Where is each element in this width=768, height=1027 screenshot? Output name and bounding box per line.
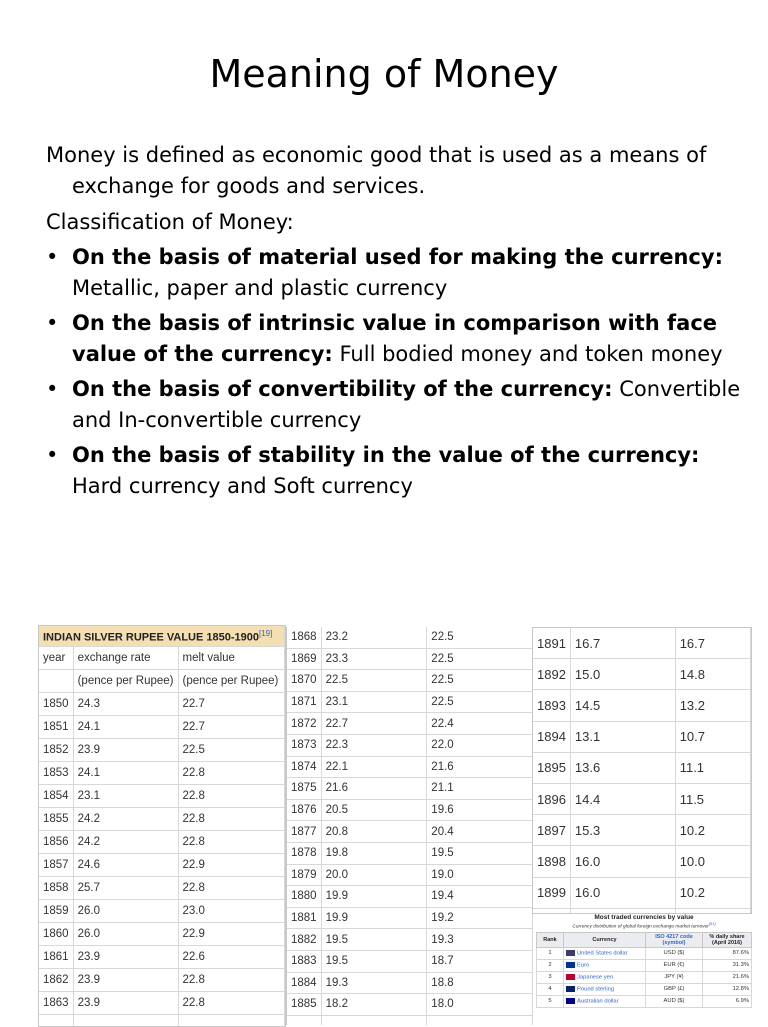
table-cell: 1857 — [39, 854, 73, 877]
column-header: Currency — [564, 932, 646, 947]
table-cell: 23.9 — [73, 739, 178, 762]
table-row — [533, 628, 751, 659]
table-row — [39, 946, 284, 969]
table-row — [287, 994, 533, 1016]
table-cell: 19.0 — [427, 864, 533, 886]
table-cell: 22.8 — [178, 969, 284, 992]
table-cell: 1852 — [39, 739, 73, 762]
table-row — [287, 734, 533, 756]
table-cell: 1862 — [39, 969, 73, 992]
table-cell: 15.0 — [570, 659, 675, 690]
table-cell: 19.2 — [427, 907, 533, 929]
bullet-text: Convertible and In-convertible currency — [72, 377, 740, 432]
table-row — [39, 923, 284, 946]
currency-cell — [564, 959, 646, 971]
table-title-ref[interactable]: [19] — [259, 629, 272, 638]
rank-cell: 4 — [537, 983, 564, 995]
table-row — [39, 854, 284, 877]
table-cell: 23.9 — [73, 992, 178, 1015]
currency-link[interactable]: Euro — [577, 962, 589, 968]
table-row — [39, 831, 284, 854]
column-header: year — [39, 647, 73, 670]
table-cell: 26.0 — [73, 900, 178, 923]
table-row — [287, 886, 533, 908]
rupee-table-part-2-body — [287, 627, 533, 1025]
table-row — [533, 721, 751, 752]
table-cell: 19.5 — [321, 950, 427, 972]
currency-table-subtitle — [536, 921, 752, 930]
currency-cell — [564, 947, 646, 959]
table-cell: 1897 — [533, 815, 570, 846]
table-row — [39, 785, 284, 808]
table-cell: 19.3 — [321, 972, 427, 994]
table-cell: 10.2 — [675, 815, 750, 846]
table-cell: 22.5 — [427, 627, 533, 648]
table-cell: 10.2 — [675, 877, 750, 908]
table-row — [39, 716, 284, 739]
bullet-icon: • — [46, 440, 58, 471]
table-cell: 23.3 — [321, 648, 427, 670]
table-cell: 1850 — [39, 693, 73, 716]
table-cell: 1880 — [287, 886, 321, 908]
slide-title: Meaning of Money — [0, 52, 768, 96]
table-cell: 18.7 — [427, 950, 533, 972]
rank-cell: 5 — [537, 995, 564, 1007]
currency-link[interactable]: Japanese yen — [577, 974, 613, 980]
table-cell: 16.0 — [570, 877, 675, 908]
table-cell: 19.9 — [321, 886, 427, 908]
table-cell — [178, 1015, 284, 1027]
table-cell: 1876 — [287, 799, 321, 821]
table-cell: 10.0 — [675, 846, 750, 877]
table-cell: 20.4 — [427, 821, 533, 843]
bullet-text: Metallic, paper and plastic currency — [72, 276, 447, 300]
table-cell: 13.2 — [675, 690, 750, 721]
table-row — [39, 992, 284, 1015]
slide-body — [46, 140, 746, 506]
table-cell: 22.8 — [178, 992, 284, 1015]
table-cell: 1851 — [39, 716, 73, 739]
table-cell: 22.5 — [427, 691, 533, 713]
rupee-table-part-3 — [532, 627, 752, 914]
table-cell: 22.8 — [178, 831, 284, 854]
currency-row — [537, 971, 752, 983]
rupee-table-part-3-body — [533, 628, 751, 914]
rank-cell: 2 — [537, 959, 564, 971]
currency-row — [537, 959, 752, 971]
share-cell: 21.6% — [703, 971, 752, 983]
table-header-row — [39, 647, 284, 670]
table-cell: 1882 — [287, 929, 321, 951]
table-row — [39, 877, 284, 900]
rupee-table-part-1-body — [39, 626, 284, 1027]
table-cell: 22.3 — [321, 734, 427, 756]
bullet-bold: On the basis of material used for making the currency: — [72, 245, 723, 269]
table-cell: 1870 — [287, 670, 321, 692]
currency-link[interactable]: Pound sterling — [577, 986, 614, 992]
table-cell: 1895 — [533, 752, 570, 783]
currency-table-subtitle-text: Currency distribution of global foreign exchange market turnover — [572, 925, 709, 930]
table-cell: 1885 — [287, 994, 321, 1016]
table-cell: 11.1 — [675, 752, 750, 783]
iso-link[interactable]: ISO 4217 code (symbol) — [655, 934, 693, 946]
table-row — [39, 693, 284, 716]
table-row — [39, 808, 284, 831]
table-cell: 1883 — [287, 950, 321, 972]
table-cell: 13.6 — [570, 752, 675, 783]
table-row — [39, 900, 284, 923]
table-title-text: INDIAN SILVER RUPEE VALUE 1850-1900 — [43, 631, 259, 643]
flag-icon — [566, 998, 575, 1004]
table-cell: 22.9 — [178, 854, 284, 877]
currency-table-title: Most traded currencies by value — [536, 914, 752, 921]
table-row — [287, 670, 533, 692]
bullet-icon: • — [46, 374, 58, 405]
table-cell: 1856 — [39, 831, 73, 854]
code-cell: USD ($) — [646, 947, 703, 959]
share-cell: 31.3% — [703, 959, 752, 971]
table-cell: 23.9 — [73, 946, 178, 969]
currency-cell — [564, 983, 646, 995]
table-cell: 24.2 — [73, 808, 178, 831]
table-row — [287, 929, 533, 951]
table-row — [287, 864, 533, 886]
table-row — [533, 783, 751, 814]
table-cell: 22.8 — [178, 785, 284, 808]
table-cell: 1853 — [39, 762, 73, 785]
table-cell: 1869 — [287, 648, 321, 670]
table-cell: 22.4 — [427, 713, 533, 735]
currency-link[interactable]: Australian dollar — [577, 998, 619, 1004]
table-cell: 23.1 — [73, 785, 178, 808]
currency-table-ref[interactable]: [51] — [709, 921, 716, 926]
table-cell: 1855 — [39, 808, 73, 831]
table-cell — [73, 1015, 178, 1027]
table-cell: 1871 — [287, 691, 321, 713]
table-row — [533, 877, 751, 908]
table-cell: 1884 — [287, 972, 321, 994]
bullet-icon: • — [46, 242, 58, 273]
currency-cell — [564, 995, 646, 1007]
table-cell: 1863 — [39, 992, 73, 1015]
currency-table — [536, 914, 752, 1024]
rank-cell: 1 — [537, 947, 564, 959]
column-subheader — [39, 670, 73, 693]
table-cell: 1893 — [533, 690, 570, 721]
table-cell: 20.0 — [321, 864, 427, 886]
column-header — [646, 932, 703, 947]
table-cell: 16.0 — [570, 846, 675, 877]
table-cell: 1872 — [287, 713, 321, 735]
bullet-item — [46, 308, 746, 370]
table-cell: 1879 — [287, 864, 321, 886]
table-cell: 13.1 — [570, 721, 675, 752]
table-cell: 23.1 — [321, 691, 427, 713]
table-row — [39, 739, 284, 762]
share-cell: 6.9% — [703, 995, 752, 1007]
table-cell: 14.4 — [570, 783, 675, 814]
table-cell: 22.8 — [178, 808, 284, 831]
intro-paragraph: Money is defined as economic good that is used as a means of exchange for goods and services. — [46, 140, 746, 202]
table-row — [533, 846, 751, 877]
table-row — [287, 907, 533, 929]
table-cell: 22.7 — [178, 716, 284, 739]
bullet-item — [46, 440, 746, 502]
flag-icon — [566, 950, 575, 956]
table-cell: 1894 — [533, 721, 570, 752]
table-cell: 19.3 — [427, 929, 533, 951]
bullet-icon: • — [46, 308, 58, 339]
table-cell: 1861 — [39, 946, 73, 969]
table-cell — [39, 1015, 73, 1027]
table-cell: 19.6 — [427, 799, 533, 821]
currency-row — [537, 983, 752, 995]
table-row — [39, 969, 284, 992]
table-cell: 1892 — [533, 659, 570, 690]
table-cell: 1877 — [287, 821, 321, 843]
table-cell: 1899 — [533, 877, 570, 908]
table-cell: 22.8 — [178, 762, 284, 785]
table-cell: 21.6 — [321, 778, 427, 800]
code-cell: EUR (€) — [646, 959, 703, 971]
table-cell: 19.9 — [321, 907, 427, 929]
table-row — [287, 756, 533, 778]
table-cell: 1896 — [533, 783, 570, 814]
table-cell: 15.3 — [570, 815, 675, 846]
classification-heading: Classification of Money: — [46, 207, 746, 238]
bullet-text: Full bodied money and token money — [333, 342, 723, 366]
table-row — [533, 659, 751, 690]
table-cell: 1881 — [287, 907, 321, 929]
table-cell: 24.2 — [73, 831, 178, 854]
table-cell: 1858 — [39, 877, 73, 900]
code-cell: JPY (¥) — [646, 971, 703, 983]
table-cell: 22.7 — [321, 713, 427, 735]
table-row — [287, 648, 533, 670]
table-row — [39, 1015, 284, 1027]
table-cell: 22.6 — [178, 946, 284, 969]
rupee-table-part-1 — [38, 625, 286, 1027]
table-row — [533, 752, 751, 783]
currency-link[interactable]: United States dollar — [577, 950, 628, 956]
currency-table-header-row — [537, 932, 752, 947]
table-cell: 22.1 — [321, 756, 427, 778]
table-row — [287, 713, 533, 735]
table-cell: 20.5 — [321, 799, 427, 821]
table-cell: 21.6 — [427, 756, 533, 778]
table-title — [39, 626, 284, 647]
bullet-text: Hard currency and Soft currency — [72, 474, 413, 498]
table-cell: 19.8 — [321, 842, 427, 864]
table-cell: 1898 — [533, 846, 570, 877]
table-cell: 1868 — [287, 627, 321, 648]
column-header: Rank — [537, 932, 564, 947]
table-cell: 1873 — [287, 734, 321, 756]
table-cell: 1878 — [287, 842, 321, 864]
currency-row — [537, 995, 752, 1007]
table-cell: 1891 — [533, 628, 570, 659]
table-cell: 24.1 — [73, 762, 178, 785]
bullet-bold: On the basis of intrinsic value in comparison with face value of the currency: — [72, 311, 717, 366]
table-subheader-row — [39, 670, 284, 693]
table-cell: 22.5 — [178, 739, 284, 762]
table-cell: 22.5 — [427, 670, 533, 692]
classification-list — [46, 242, 746, 502]
table-cell: 23.0 — [178, 900, 284, 923]
currency-cell — [564, 971, 646, 983]
table-cell: 23.9 — [73, 969, 178, 992]
table-cell: 22.8 — [178, 877, 284, 900]
column-header: % daily share (April 2016) — [703, 932, 752, 947]
bullet-bold: On the basis of convertibility of the currency: — [72, 377, 613, 401]
table-cell: 14.8 — [675, 659, 750, 690]
currency-row — [537, 947, 752, 959]
table-cell: 26.0 — [73, 923, 178, 946]
table-cell: 25.7 — [73, 877, 178, 900]
table-cell: 16.7 — [570, 628, 675, 659]
table-row — [533, 690, 751, 721]
flag-icon — [566, 986, 575, 992]
table-row — [39, 762, 284, 785]
table-cell: 22.0 — [427, 734, 533, 756]
share-cell: 12.8% — [703, 983, 752, 995]
code-cell: AUD ($) — [646, 995, 703, 1007]
column-subheader: (pence per Rupee) — [178, 670, 284, 693]
table-title-row — [39, 626, 284, 647]
share-cell: 87.6% — [703, 947, 752, 959]
rupee-table-part-2 — [286, 627, 533, 1025]
rank-cell: 3 — [537, 971, 564, 983]
table-cell: 22.9 — [178, 923, 284, 946]
table-cell: 1859 — [39, 900, 73, 923]
flag-icon — [566, 962, 575, 968]
table-cell: 18.8 — [427, 972, 533, 994]
table-cell: 24.3 — [73, 693, 178, 716]
currency-table-body — [537, 947, 752, 1007]
table-cell: 22.5 — [427, 648, 533, 670]
table-cell: 19.4 — [427, 886, 533, 908]
code-cell: GBP (£) — [646, 983, 703, 995]
table-cell: 18.2 — [321, 994, 427, 1016]
bullet-item — [46, 374, 746, 436]
table-cell: 16.7 — [675, 628, 750, 659]
table-cell: 20.8 — [321, 821, 427, 843]
table-cell: 1874 — [287, 756, 321, 778]
table-cell: 1854 — [39, 785, 73, 808]
table-row — [287, 778, 533, 800]
table-cell: 11.5 — [675, 783, 750, 814]
table-cell: 1860 — [39, 923, 73, 946]
table-cell: 1875 — [287, 778, 321, 800]
table-cell: 18.0 — [427, 994, 533, 1016]
table-row — [287, 821, 533, 843]
column-header: melt value — [178, 647, 284, 670]
table-cell: 22.5 — [321, 670, 427, 692]
table-cell: 24.1 — [73, 716, 178, 739]
column-subheader: (pence per Rupee) — [73, 670, 178, 693]
table-cell: 19.5 — [321, 929, 427, 951]
bullet-bold: On the basis of stability in the value of the currency: — [72, 443, 699, 467]
table-row — [287, 799, 533, 821]
table-cell: 24.6 — [73, 854, 178, 877]
table-cell: 19.5 — [427, 842, 533, 864]
table-row — [287, 972, 533, 994]
bullet-item — [46, 242, 746, 304]
table-row — [533, 815, 751, 846]
table-cell: 23.2 — [321, 627, 427, 648]
table-row — [287, 691, 533, 713]
column-header: exchange rate — [73, 647, 178, 670]
table-cell: 10.7 — [675, 721, 750, 752]
flag-icon — [566, 974, 575, 980]
table-row — [287, 627, 533, 648]
table-cell: 22.7 — [178, 693, 284, 716]
table-cell: 21.1 — [427, 778, 533, 800]
table-row — [287, 842, 533, 864]
table-row — [287, 950, 533, 972]
table-cell: 14.5 — [570, 690, 675, 721]
